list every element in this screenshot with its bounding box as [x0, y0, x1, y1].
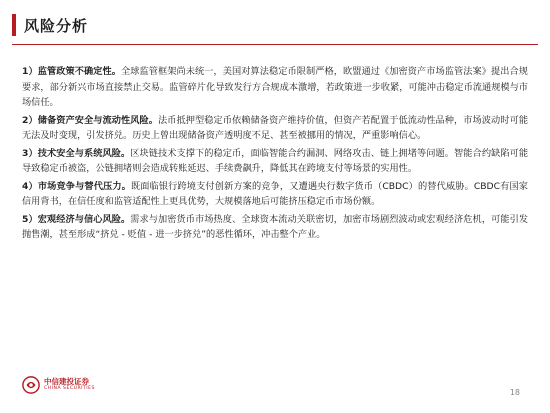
risk-item-regulatory	[22, 64, 528, 111]
risk-heading: 监管政策不确定性。	[37, 66, 121, 77]
risk-body: 全球监管框架尚未统一，美国对算法稳定币限制严格，欧盟通过《加密资产市场监管法案》提出合规要求，部分新兴市场直接禁止交易。监管碎片化导致发行方合规成本激增，若政策进一步收紧，可能冲击稳定币流通规模与市场信任。	[22, 66, 528, 108]
logo-name-en: CHINA SECURITIES	[44, 386, 95, 392]
risk-item-technology	[22, 146, 528, 177]
risk-item-reserve	[22, 113, 528, 144]
risk-number: 3）	[22, 147, 38, 159]
risk-item-competition	[22, 179, 528, 210]
risk-number: 4）	[22, 180, 38, 192]
title-accent-bar	[12, 14, 16, 36]
risk-list	[22, 64, 528, 245]
title-divider	[12, 44, 538, 45]
risk-body: 需求与加密货币市场热度、全球资本流动关联密切，加密市场剧烈波动或宏观经济危机，可能引发抛售潮，甚至形成“挤兑 - 贬值 - 进一步挤兑”的恶性循环，冲击整个产业。	[22, 213, 529, 240]
page-number: 18	[509, 388, 520, 397]
risk-heading: 技术安全与系统风险。	[37, 147, 131, 159]
page-title: 风险分析	[24, 16, 89, 35]
risk-item-macro	[22, 212, 528, 243]
risk-number: 1）	[22, 66, 38, 77]
risk-body: 既面临银行跨境支付创新方案的竞争，又遭遇央行数字货币（CBDC）的替代威胁。CBDC有国家信用背书，在信任度和监管适配性上更具优势，大规模落地后可能挤压稳定币市场份额。	[22, 180, 528, 207]
company-logo-icon	[22, 376, 40, 394]
risk-heading: 市场竞争与替代压力。	[37, 180, 131, 192]
page-header	[12, 8, 538, 42]
risk-heading: 储备资产安全与流动性风险。	[37, 114, 158, 126]
risk-heading: 宏观经济与信心风险。	[37, 213, 131, 225]
footer-logo	[22, 376, 95, 394]
logo-name-cn: 中信建投证券	[44, 376, 89, 386]
risk-number: 5）	[22, 213, 38, 225]
risk-body: 区块链技术支撑下的稳定币，面临智能合约漏洞、网络攻击、链上拥堵等问题。智能合约缺陷可能导致稳定币被盗，公链拥堵则会造成转账延迟、手续费飙升，降低其在跨境支付等场景的实用性。	[22, 147, 529, 174]
risk-body: 法币抵押型稳定币依赖储备资产维持价值，但资产若配置于低流动性品种，市场波动时可能无法及时变现，引发挤兑。历史上曾出现储备资产透明度不足、甚至被挪用的情况，严重影响信心。	[22, 114, 529, 141]
risk-number: 2）	[22, 114, 38, 126]
